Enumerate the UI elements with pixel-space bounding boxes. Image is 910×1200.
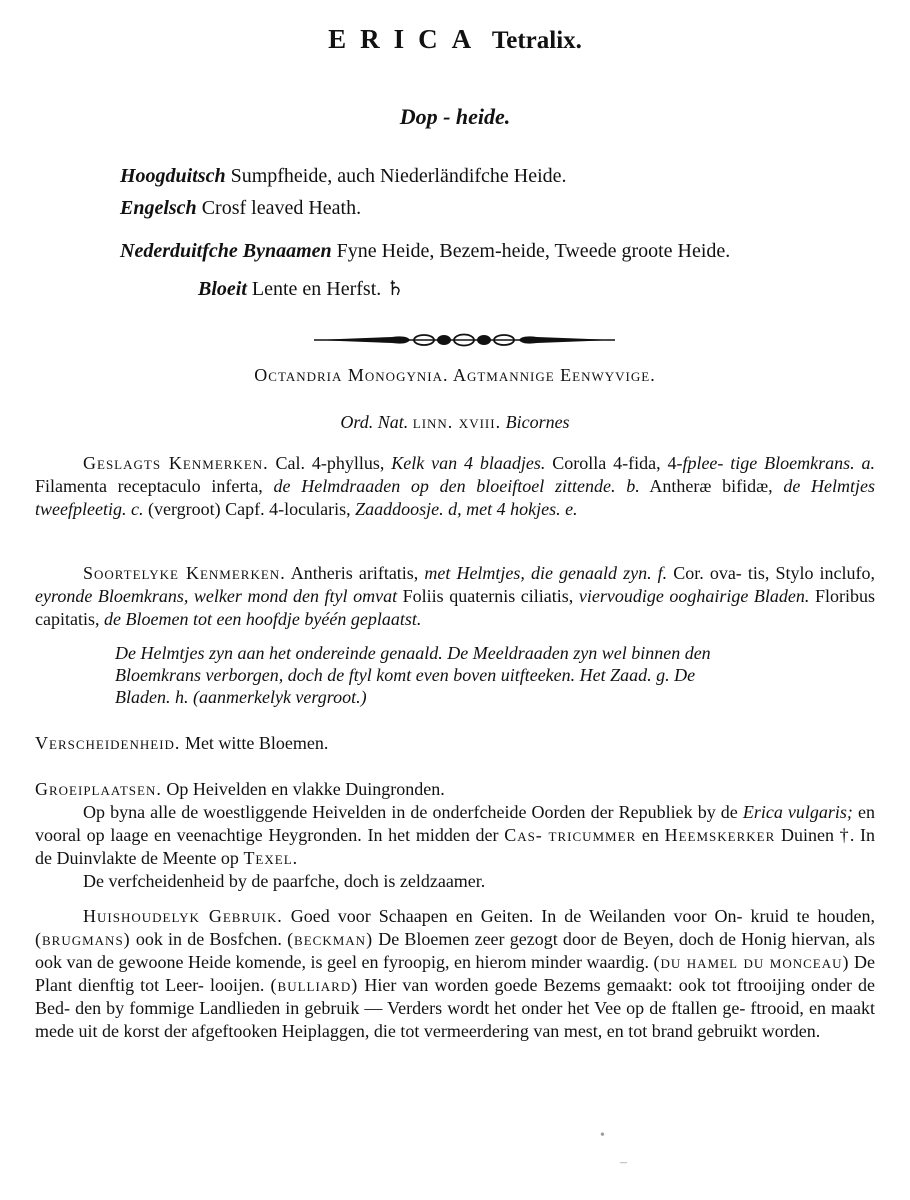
huishoudelyk-text: ook in de Bosfchen. (135, 929, 282, 949)
name-german-label: Hoogduitsch (120, 165, 226, 187)
note-line: Bladen. h. (aanmerkelyk vergroot.) (115, 687, 367, 707)
huishoudelyk-text: De Plant dienftig tot Leer- (35, 952, 876, 995)
name-english-text: Crosf leaved Heath. (201, 197, 362, 219)
soortelyke-text: Antheris ariftatis, (290, 563, 419, 583)
groeiplaatsen-text: en (641, 825, 659, 845)
soortelyke-heading: Soortelyke Kenmerken. (83, 563, 286, 583)
soortelyke-text: tis, Stylo inclufo, (747, 563, 876, 583)
geslagts-heading: Geslagts Kenmerken. (83, 453, 269, 473)
huishoudelyk-text: De Bloemen zeer gezogt (378, 929, 558, 949)
huishoudelyk-text: den by fommige Landlieden in gebruik — Verders wordt het onder het Vee op de ftallen ge- (75, 998, 746, 1018)
linn-reference: linn. xviii. (412, 412, 502, 432)
huishoudelyk-text: looijen. (209, 975, 265, 995)
groeiplaatsen-heading: Groeiplaatsen. (35, 779, 162, 799)
soortelyke-text: Floribus capitatis, (35, 586, 875, 629)
geslagts-text: Antheræ bifidæ, (649, 476, 773, 496)
geslagts-text: Filamenta receptaculo inferta, (35, 476, 263, 496)
name-german (120, 165, 567, 188)
perennial-symbol-icon: ♄ (386, 278, 405, 300)
verscheidenheid-heading: Verscheidenheid. (35, 733, 181, 753)
order-line: Octandria Monogynia. Agtmannige Eenwyvige. (254, 365, 656, 385)
soortelyke-text: Foliis quaternis ciliatis, (402, 586, 574, 606)
author-reference: (bulliard) (270, 975, 359, 995)
note-line: Bloemkrans verborgen, doch de ftyl komt even boven uitfteeken. Het Zaad. g. De (115, 665, 696, 685)
page-title (0, 24, 910, 55)
ord-nat-label: Ord. Nat. (340, 412, 409, 432)
place-name: Heemskerker (664, 825, 776, 845)
huishoudelyk-text: Goed voor Schaapen en Geiten. In de Weilanden voor On- (290, 906, 743, 926)
bicornes-label: Bicornes (505, 412, 570, 432)
soortelyke-text: Cor. ova- (673, 563, 742, 583)
verscheidenheid-text: Met witte Bloemen. (184, 733, 329, 753)
geslagts-text: (vergroot) Capf. 4-locularis, (147, 499, 351, 519)
geslagts-text: Kelk van 4 blaadjes. (391, 453, 546, 473)
groeiplaatsen (35, 778, 875, 893)
huishoudelyk-text: kruid te houden, (750, 906, 875, 926)
name-german-text: Sumpfheide, auch Niederländifche Heide. (230, 165, 567, 187)
groeiplaatsen-text: en vooral op laage en veenachtige Heygronden. In het midden der (35, 802, 875, 845)
huishoudelyk-heading: Huishoudelyk Gebruik. (83, 906, 283, 926)
paper-speck-icon: – (620, 1155, 627, 1170)
huishoudelyk-text: fyroopig, en hierom minder waardig. (383, 952, 649, 972)
author-reference: (brugmans) (35, 929, 131, 949)
name-dutch (120, 240, 730, 263)
genus-name: ERICA (328, 24, 486, 54)
name-english (120, 197, 361, 220)
soortelyke-kenmerken (35, 562, 875, 631)
geslagts-text: Corolla 4-fida, 4- (552, 453, 683, 473)
remark-note (115, 642, 870, 708)
geslagts-text: de Helmtjes tweefpleetig. c. (35, 476, 876, 519)
geslagts-text: met 4 hokjes. e. (466, 499, 578, 519)
geslagts-text: fplee- (682, 453, 724, 473)
soortelyke-text: eyronde Bloemkrans, welker mond den ftyl omvat (35, 586, 398, 606)
groeiplaatsen-text: Duinen †. In de Duinvlakte de Meente op (35, 825, 876, 868)
natural-order-line (0, 412, 910, 433)
huishoudelyk-gebruik (35, 905, 875, 1043)
place-name: Cas- (504, 825, 543, 845)
note-line: De Helmtjes zyn aan het ondereinde genaald. De Meeldraaden zyn wel binnen den (115, 643, 711, 663)
place-name: tricummer (548, 825, 637, 845)
name-dutch-label: Nederduitfche Bynaamen (120, 240, 332, 262)
bloom-line (198, 276, 404, 301)
huishoudelyk-text: mest, en tot brand gebruikt worden. (563, 1021, 821, 1041)
geslagts-text: Cal. 4-phyllus, (275, 453, 385, 473)
groeiplaatsen-text: de (720, 802, 738, 822)
geslagts-text: tige Bloemkrans. a. (730, 453, 876, 473)
groeiplaatsen-text: Op Heivelden en vlakke Duingronden. (166, 779, 445, 799)
huishoudelyk-text: ftrooid, en maakt mede uit de korst der afgeftooken Heiplaggen, die tot vermeerdering van (35, 998, 876, 1041)
species-name: Tetralix. (491, 27, 582, 54)
verscheidenheid (35, 732, 875, 755)
bloom-label: Bloeit (198, 278, 247, 300)
dutch-name: Dop - heide. (399, 104, 511, 129)
huishoudelyk-text: Hier van worden goede Bezems gemaakt: ook tot ftrooijing onder de Bed- (35, 975, 876, 1018)
paper-speck-icon: • (600, 1128, 605, 1143)
name-english-label: Engelsch (120, 197, 197, 219)
place-name: Texel. (243, 848, 299, 868)
ornament-divider-icon (312, 330, 617, 350)
author-reference: (beckman) (287, 929, 374, 949)
groeiplaatsen-text: De verfcheidenheid by de paarfche, doch is zeldzaamer. (83, 871, 486, 891)
geslagts-text: Zaaddoosje. d, (355, 499, 462, 519)
huishoudelyk-text: door de Beyen, doch de Honig hiervan, als ook van de gewoone Heide komende, is geel en (35, 929, 876, 972)
groeiplaatsen-text: Erica vulgaris; (742, 802, 853, 822)
groeiplaatsen-text: Op byna alle de woestliggende Heivelden in de onderfcheide Oorden der Republiek by (83, 802, 716, 822)
author-reference: (du hamel du monceau) (653, 952, 850, 972)
geslagts-kenmerken (35, 452, 875, 521)
geslagts-text: de Helmdraaden op den bloeiftoel zittende. b. (273, 476, 640, 496)
bloom-text: Lente en Herfst. (251, 278, 382, 300)
soortelyke-text: met Helmtjes, die genaald zyn. f. (424, 563, 668, 583)
soortelyke-text: viervoudige ooghairige Bladen. (578, 586, 810, 606)
name-dutch-text: Fyne Heide, Bezem-heide, Tweede groote Heide. (336, 240, 731, 262)
soortelyke-text: de Bloemen tot een hoofdje byéén geplaatst. (103, 609, 422, 629)
